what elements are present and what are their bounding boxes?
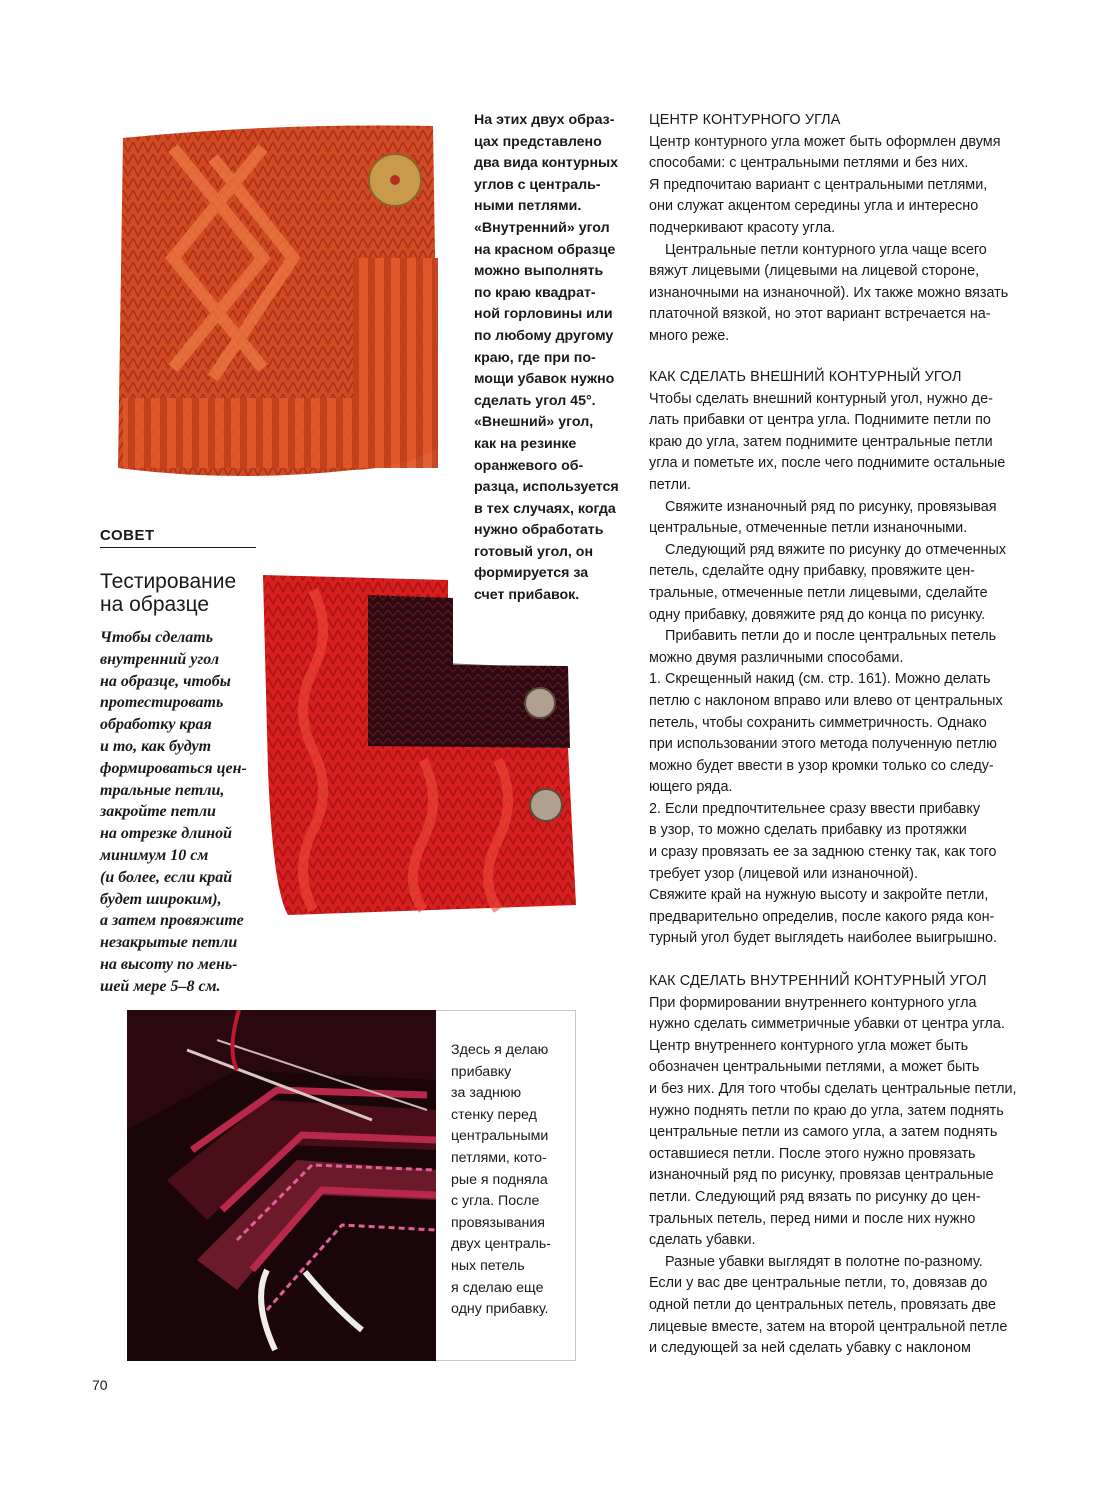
needle-closeup-illustration [127,1010,436,1361]
red-swatch-illustration [258,570,578,918]
caption-line: На этих двух образ- [474,112,615,128]
text-line: угла и пометьте их, после чего поднимите остальные [649,455,1006,472]
text-line: одной петли до центральных петель, провязать две [649,1296,996,1313]
caption-line: рые я подняла [451,1171,548,1188]
caption-line: счет прибавок. [474,587,580,604]
caption-line: разца, используется [474,479,619,496]
text-line: Центр внутреннего контурного угла может быть [649,1037,969,1054]
text-line: предварительно определив, после какого ряда кон- [649,908,995,925]
section-heading: ЦЕНТР КОНТУРНОГО УГЛА [649,112,841,128]
needle-closeup-photo [127,1010,436,1361]
text-line: Разные убавки выглядят в полотне по-разному. [665,1253,983,1270]
text-line: сделать убавки. [649,1232,756,1249]
section-heading: КАК СДЕЛАТЬ ВНУТРЕННИЙ КОНТУРНЫЙ УГОЛ [649,973,987,989]
text-line: изнаночными на изнаночной). Их также можно вязать [649,284,1009,301]
caption-line: краю, где при по- [474,349,596,366]
text-line: 2. Если предпочтительнее сразу ввести прибавку [649,800,981,817]
section-center-corner [649,110,1024,348]
caption-line: за заднюю [451,1085,522,1102]
text-line: Центральные петли контурного угла чаще всего [665,241,987,258]
caption-line: по краю квадрат- [474,284,596,301]
caption-line: ных петель [451,1257,525,1274]
text-line: петель, чтобы сохранить симметричность. Однако [649,714,987,731]
metal-button-icon-lower [530,789,562,821]
text-line: центральные петли из самого угла, а затем поднять [649,1124,998,1141]
text-line: много реже. [649,327,730,344]
tip-line: на отрезке длиной [100,825,233,843]
tip-line: (и более, если край [100,868,233,886]
section-inner-corner [649,971,1024,1360]
text-line: обозначен центральными петлями, а может быть [649,1059,980,1076]
caption-line: прибавку [451,1063,512,1080]
text-line: при использовании этого метода полученную петлю [649,736,997,753]
text-line: лицевые вместе, затем на второй центральной петле [649,1318,1008,1335]
text-line: петель, сделайте одну прибавку, провяжите цен- [649,563,975,580]
caption-line: центральными [451,1128,549,1145]
tip-line: внутренний угол [100,650,220,668]
caption-line: петлями, кото- [451,1149,547,1166]
caption-line: двух централь- [451,1236,551,1253]
bottom-caption [451,1040,566,1321]
tip-line: закройте петли [100,803,216,821]
photo-caption-top [474,110,624,607]
caption-line: Здесь я делаю [451,1042,549,1058]
caption-line: нужно обработать [474,522,604,539]
text-line: Свяжите край на нужную высоту и закройте петли, [649,887,989,904]
caption-line: «Внутренний» угол [474,219,610,236]
text-line: Следующий ряд вяжите по рисунку до отмеченных [665,541,1007,558]
caption-line: ной горловины или [474,306,613,323]
caption-line: можно выполнять [474,263,604,280]
text-line: нужно поднять петли по краю до угла, затем поднять [649,1102,1004,1119]
text-line: петли. [649,476,692,493]
text-line: и сразу провязать ее за заднюю стенку так, как того [649,844,997,861]
tip-line: обработку края [100,716,212,734]
caption-line: по любому другому [474,327,614,344]
text-line: требует узор (лицевой или изнаночной). [649,865,918,882]
text-line: Я предпочитаю вариант с центральными петлями, [649,176,988,193]
caption-line: углов с централь- [474,176,601,193]
caption-line: оранжевого об- [474,457,584,474]
caption-line: мощи убавок нужно [474,371,615,388]
caption-line: я сделаю еще [451,1279,544,1296]
tip-title-line: Тестирование [100,570,237,593]
text-line: Прибавить петли до и после центральных петель [665,628,997,645]
page-number: 70 [92,1377,108,1393]
metal-button-icon-upper [525,688,555,718]
text-line: Если у вас две центральные петли, то, довязав до [649,1275,988,1292]
text-line: петли. Следующий ряд вязать по рисунку до цен- [649,1188,981,1205]
text-line: одну прибавку, довяжите ряд до конца по рисунку. [649,606,986,623]
text-line: петлю с наклоном вправо или влево от центральных [649,692,1003,709]
text-line: 1. Скрещенный накид (см. стр. 161). Можно делать [649,671,991,688]
text-line: можно будет ввести в узор кромки только со следу- [649,757,994,774]
tip-line: протестировать [100,694,224,712]
tip-line: формироваться цен- [100,759,247,777]
tip-line: минимум 10 см [100,846,209,864]
text-line: подчеркивают красоту угла. [649,219,836,236]
text-line: нужно сделать симметричные убавки от центра угла. [649,1016,1005,1033]
tip-line: на образце, чтобы [100,672,231,690]
text-line: в узор, то можно сделать прибавку из протяжки [649,822,967,839]
text-line: Чтобы сделать внешний контурный угол, нужно де- [649,390,993,407]
caption-line: два вида контурных [474,155,619,172]
text-line: Центр контурного угла может быть оформлен двумя [649,133,1001,150]
tip-line: и то, как будут [100,737,212,755]
text-line: центральные, отмеченные петли изнаночными. [649,520,968,537]
caption-line: провязывания [451,1214,545,1231]
text-line: ющего ряда. [649,779,733,796]
tip-title-line: на образце [100,593,210,616]
text-line: оставшиеся петли. После этого нужно провязать [649,1145,976,1162]
text-line: турный угол будет выглядеть наиболее выигрышно. [649,930,998,947]
red-swatch-photo [258,570,578,918]
tip-line: будет широким), [100,890,222,908]
caption-line: цах представлено [474,133,602,150]
text-line: и следующей за ней сделать убавку с наклоном [649,1340,971,1357]
text-line: вяжут лицевыми (лицевыми на лицевой стороне, [649,263,980,280]
caption-line: в тех случаях, когда [474,500,616,517]
orange-swatch-illustration [103,118,443,490]
caption-line: стенку перед [451,1106,537,1123]
caption-line: сделать угол 45°. [474,392,596,409]
caption-line: с угла. После [451,1193,540,1210]
text-line: лать прибавки от центра угла. Поднимите петли по [649,412,991,429]
text-line: можно двумя различными способами. [649,649,904,666]
text-line: изнаночный ряд по рисунку, провязав центральные [649,1167,994,1184]
tip-line: на высоту по мень- [100,955,238,973]
caption-line: «Внешний» угол, [474,414,594,431]
tip-title [100,570,260,616]
orange-swatch-photo [103,118,443,490]
text-line: тральных петель, перед ними и после них нужно [649,1210,976,1227]
tip-label: СОВЕТ [100,527,256,548]
tip-line: незакрытые петли [100,934,238,952]
text-line: и без них. Для того чтобы сделать центральные петли, [649,1080,1017,1097]
text-line: тральные, отмеченные петли лицевыми, сделайте [649,584,988,601]
text-line: они служат акцентом середины угла и интересно [649,198,979,215]
tip-line: тральные петли, [100,781,225,799]
text-line: платочной вязкой, но этот вариант встречается на- [649,306,991,323]
text-line: При формировании внутреннего контурного угла [649,994,977,1011]
caption-line: готовый угол, он [474,543,594,560]
text-line: краю до угла, затем поднимите центральные петли [649,433,993,450]
section-heading: КАК СДЕЛАТЬ ВНЕШНИЙ КОНТУРНЫЙ УГОЛ [649,369,962,385]
tip-line: шей мере 5–8 см. [100,977,221,995]
text-line: способами: с центральными петлями и без них. [649,155,969,172]
tip-line: а затем провяжите [100,912,244,930]
caption-line: как на резинке [474,435,577,452]
text-line: Свяжите изнаночный ряд по рисунку, провязывая [665,498,997,515]
caption-line: формируется за [474,565,589,582]
tip-line: Чтобы сделать [100,629,213,646]
section-outer-corner [649,367,1024,950]
caption-line: на красном образце [474,241,616,258]
tip-body [100,627,260,998]
caption-line: ными петлями. [474,198,582,215]
caption-line: одну прибавку. [451,1301,549,1318]
